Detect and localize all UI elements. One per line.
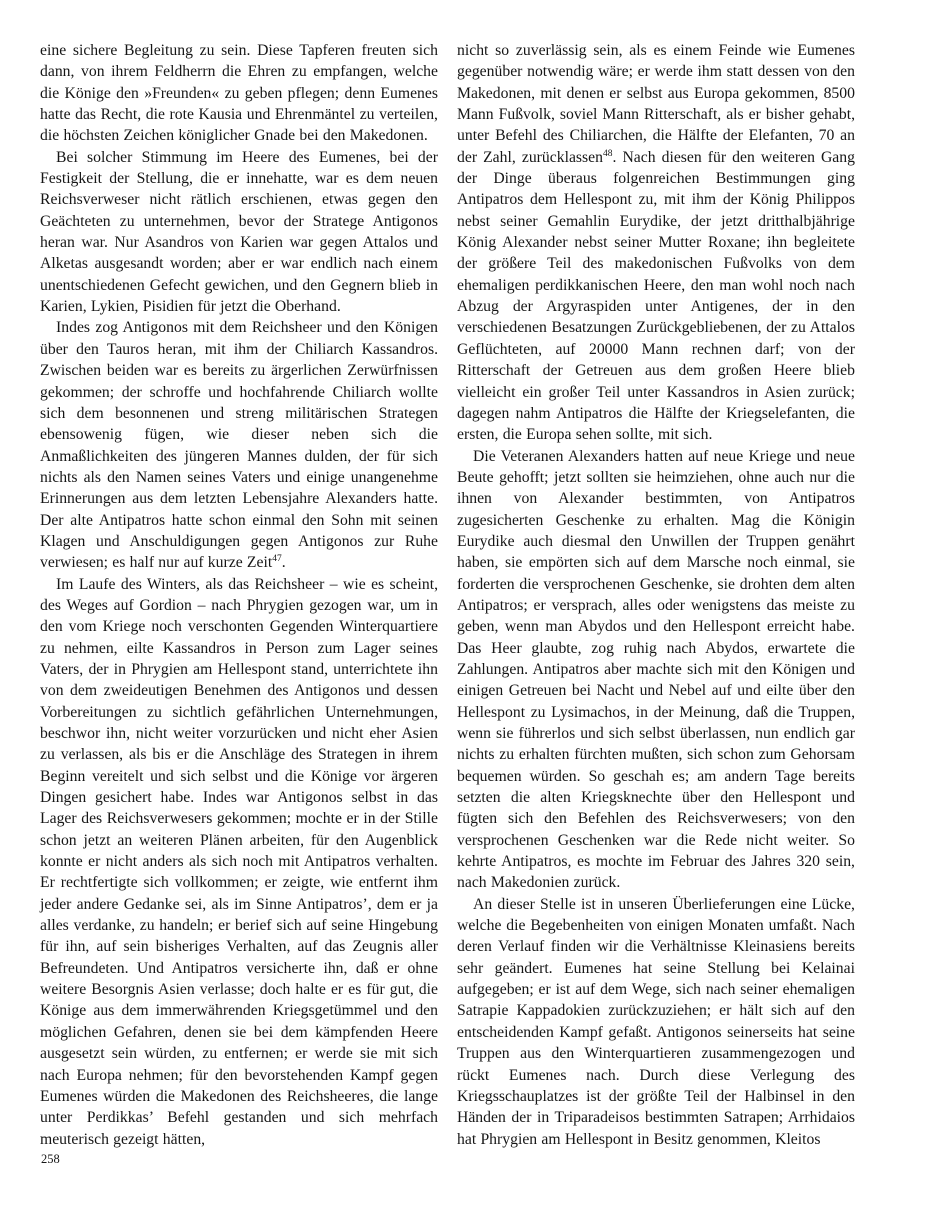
paragraph: Die Veteranen Alexanders hatten auf neue Kriege und neue Beute gehofft; jetzt sollten sie heimziehen, ohne auch nur die ihnen von Alexander bestimmten, von Antipatros zugesicherten Geschenke zu erhalten. Mag die Königin Eurydike auch diesmal den Unwillen der Truppen genährt haben, sie empörten sich auf dem Marsche noch einmal, sie forderten die versprochenen Geschenke, sie drohten dem alten Antipatros; er versprach, alles oder wenigstens das meiste zu geben, wenn man Abydos und den Hellespont erreicht habe. Das Heer glaubte, zog ruhig nach Abydos, erwartete die Zahlungen. Antipatros aber machte sich mit den Königen und einigen Getreuen bei Nacht und Nebel auf und eilte über den Hellespont zu Lysimachos, in der Meinung, daß die Truppen, wenn sie führerlos und sich selbst überlassen, nun endlich gar nichts zu erhalten fürchten mußten, sich schon zum Gehorsam bequemen würden. So geschah es; am andern Tage bereits setzten die alten Kriegsknechte über den Hellespont und fügten sich den Befehlen des Reichsverwesers; von den versprochenen Geschenken war die Rede nicht weiter. So kehrte Antipatros, es mochte im Februar des Jahres 320 sein, nach Makedonien zurück. [457,447,855,892]
paragraph: An dieser Stelle ist in unseren Überlieferungen eine Lücke, welche die Begebenheiten von einigen Monaten umfaßt. Nach deren Verlauf finden wir die Verhältnisse Kleinasiens bereits sehr geändert. Eumenes hat seine Stellung bei Kelainai aufgegeben; er ist auf dem Wege, sich nach seiner ehemaligen Satrapie Kappadokien zurückzuziehen; er hält sich auf den entscheidenden Kampf gefaßt. Antigonos seinerseits hat seine Truppen aus den Winterquartieren zusammengezogen und rückt Eumenes nach. Durch diese Verlegung des Kriegsschauplatzes ist der größte Teil der Halbinsel in den Händen der in Triparadeisos bestimmten Satrapen; Arrhidaios hat Phrygien am Hellespont in Besitz genommen, Kleitos [457,895,855,1148]
text-column-left [40,40,438,1150]
footnote-marker: 48 [602,148,613,159]
footnote-marker: 47 [272,554,282,565]
paragraph: Bei solcher Stimmung im Heere des Eumenes, bei der Festigkeit der Stellung, die er innehatte, war es dem neuen Reichsverweser nicht rätlich erschienen, etwas gegen den Geächteten zu unternehmen, bevor der Stratege Antigonos heran war. Nur Asandros von Karien war gegen Attalos und Alketas ausgesandt worden; aber er war endlich nach einem unentschiedenen Gefecht gewichen, und den Gegnern blieb in Karien, Lykien, Pisidien für jetzt die Oberhand. [40,148,438,316]
text-columns [40,40,855,1150]
paragraph: Im Laufe des Winters, als das Reichsheer – wie es scheint, des Weges auf Gordion – nach Phrygien gezogen war, um in den vom Kriege noch verschonten Gegenden Winterquartiere zu nehmen, eilte Kassandros in Person zum Lager seines Vaters, der in Phrygien am Hellespont stand, unterrichtete ihn von dem zweideutigen Benehmen des Antigonos und dessen Vorbereitungen zu sichtlich gefährlichen Unternehmungen, beschwor ihn, nicht weiter vorzurücken und nicht eher Asien zu verlassen, als bis er die Anschläge des Strategen in ihrem Beginn vereitelt und sich selbst und die Könige vor ärgeren Dingen gesichert habe. Indes war Antigonos selbst in das Lager des Reichsverwesers gekommen; mochte er in der Stille schon jetzt an weiteren Plänen arbeiten, für den Augenblick konnte er nicht anders als sich noch mit Antipatros verhalten. Er rechtfertigte sich vollkommen; er zeigte, wie entfernt ihm jeder andere Gedanke sei, als im Sinne Antipatros’, dem er ja alles verdanke, zu handeln; er berief sich auf seine Hingebung für ihn, auf sein bisheriges Verhalten, auf das Zeugnis aller Befreundeten. Und Antipatros versicherte ihn, daß er ohne weitere Besorgnis Asien verlasse; doch halte er es für gut, die Könige aus dem immerwährenden Kriegsgetümmel und den möglichen Gefahren, denen sie bei dem kämpfenden Heere ausgesetzt sein würden, zu entfernen; er werde sie mit sich nach Europa nehmen; für den bevorstehenden Kampf gegen Eumenes würden die Makedonen des Reichsheeres, die lange unter Perdikkas’ Befehl gestanden und sich mehrfach meuterisch gezeigt hätten, [40,575,438,1148]
paragraph: eine sichere Begleitung zu sein. Diese Tapferen freuten sich dann, von ihrem Feldherrn die Ehren zu empfangen, welche die Könige den »Freunden« zu geben pflegen; denn Eumenes hatte das Recht, die rote Kausia und Ehrenmäntel zu verteilen, die höchsten Zeichen königlicher Gnade bei den Makedonen. [40,42,438,145]
paragraph: Indes zog Antigonos mit dem Reichsheer und den Königen über den Tauros heran, mit ihm der Chiliarch Kassandros. Zwischen beiden war es bereits zu ärgerlichen Zerwürfnissen gekommen; der schroffe und hochfahrende Chiliarch wollte sich dem besonnenen und streng militärischen Strategen ebensowenig fügen, wie dieser neben sich die Anmaßlichkeiten des jüngeren Mannes dulden, der für sich nichts als den Namen seines Vaters und einige unangenehme Erinnerungen aus dem letzten Lebensjahre Alexanders hatte. Der alte Antipatros hatte schon einmal den Sohn mit seinen Klagen und Anschuldigungen gegen Antigonos zur Ruhe verwiesen; es half nur auf kurze Zeit$^{47}$. [40,319,438,572]
page-number: 258 [41,1152,60,1166]
text-column-right [457,40,855,1150]
paragraph: nicht so zuverlässig sein, als es einem Feinde wie Eumenes gegenüber notwendig wäre; er werde ihm statt dessen von den Makedonen, mit denen er selbst aus Europa gekommen, 8500 Mann Fußvolk, soviel Mann Ritterschaft, als er bisher gehabt, unter Befehl des Chiliarchen, die Hälfte der Elefanten, 70 an der Zahl, zurücklassen$^{48}$. Nach diesen für den weiteren Gang der Dinge überaus folgenreichen Bestimmungen ging Antipatros dem Hellespont zu, mit ihm der König Philippos nebst seiner Gemahlin Eurydike, der jetzt dritthalbjährige König Alexander nebst seiner Mutter Roxane; ihn begleitete der größere Teil des makedonischen Fußvolks von dem ehemaligen perdikkanischen Heere, den man wohl noch nach Abzug der Argyraspiden unter Antigenes, der in den verschiedenen Besatzungen Zurückgebliebenen, der zu Attalos Geflüchteten, auf 20000 Mann rechnen darf; von der Ritterschaft der Getreuen aus dem großen Heere blieb vielleicht ein großer Teil unter Kassandros in Asien zurück; dagegen nahm Antipatros die Hälfte der Kriegselefanten, die ersten, die Europa sehen sollte, mit sich. [457,42,855,444]
